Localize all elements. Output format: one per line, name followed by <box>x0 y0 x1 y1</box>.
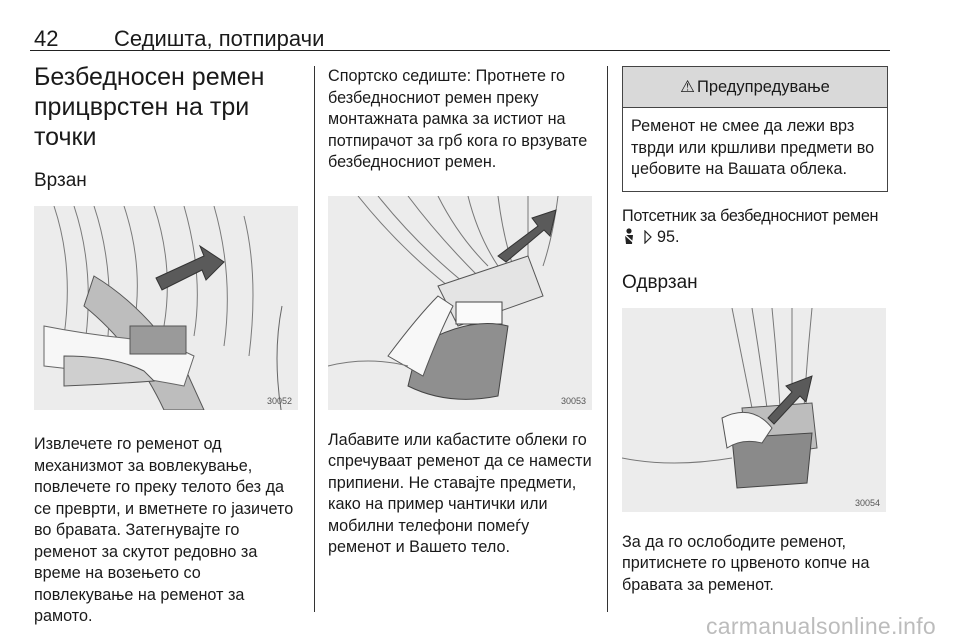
warning-line: тврди или кршливи предмети во <box>631 138 875 157</box>
reminder-reference <box>622 227 892 252</box>
section-title <box>34 62 306 152</box>
paragraph-line: притиснете го црвеното копче на <box>622 554 870 572</box>
page-reference-arrow-icon <box>643 229 653 251</box>
paragraph-line: мобилни телефони помеѓу <box>328 516 530 535</box>
seatbelt-person-icon <box>622 228 636 252</box>
buckle-illustration <box>328 196 592 410</box>
paragraph-line: како на пример чантички или <box>328 495 548 513</box>
warning-header <box>623 67 887 108</box>
release-instructions <box>622 532 892 597</box>
reminder-paragraph <box>622 206 892 252</box>
loose-clothing-paragraph <box>328 430 598 559</box>
paragraph-line: механизмот за вовлекување, <box>34 456 253 475</box>
paragraph-line: ременот за скутот редовно за <box>34 542 258 561</box>
figure-buckle-release <box>622 308 886 512</box>
column-3 <box>622 62 892 596</box>
paragraph-line: припиени. Не ставајте предмети, <box>328 473 577 492</box>
column-1 <box>34 62 306 628</box>
figure-number: 30054 <box>854 497 880 508</box>
column-divider-1 <box>314 66 315 612</box>
paragraph-line: спречуваат ременот да се намести <box>328 452 592 470</box>
paragraph-line: повлекување на ременот за <box>34 585 245 604</box>
figure-number: 30053 <box>560 395 586 406</box>
watermark: carmanualsonline.info <box>705 613 936 639</box>
warning-body <box>623 108 887 191</box>
running-title: Седишта, потпирачи <box>114 26 325 51</box>
subheading-unfastened: Одврзан <box>622 271 698 293</box>
figure-fastening-belt <box>34 206 298 410</box>
warning-line: џебовите на Вашата облека. <box>631 160 847 178</box>
subheading-fastened: Врзан <box>34 170 87 191</box>
paragraph-line: рамото. <box>34 607 93 625</box>
paragraph-line: Спортско седиште: Протнете го <box>328 67 566 85</box>
release-illustration <box>622 308 886 512</box>
paragraph-line: Лабавите или кабастите облеки го <box>328 430 587 449</box>
figure-buckle-insert <box>328 196 592 410</box>
paragraph-line: монтажната рамка за истиот на <box>328 110 566 128</box>
warning-line: Ременот не смее да лежи врз <box>631 117 855 135</box>
paragraph-line: ременот и Вашето тело. <box>328 538 510 556</box>
header-rule <box>30 50 890 51</box>
paragraph-line: безбедносниот ремен преку <box>328 88 539 107</box>
paragraph-line: безбедносниот ремен. <box>328 153 497 171</box>
figure-number: 30052 <box>266 396 292 406</box>
column-2 <box>328 62 598 559</box>
sport-seat-paragraph <box>328 66 598 174</box>
paragraph-line: потпирачот за грб кога го врзувате <box>328 131 588 150</box>
section-title-line-1: Безбедносен ремен <box>34 63 265 91</box>
paragraph-line: повлечете го преку телото без да <box>34 478 285 496</box>
warning-triangle-icon: ⚠ <box>680 78 695 96</box>
paragraph-line: За да го ослободите ременот, <box>622 532 846 551</box>
fastening-illustration <box>34 206 298 410</box>
reminder-line: Потсетник за безбедносниот ремен <box>622 206 879 225</box>
column-divider-2 <box>607 66 608 612</box>
page-header <box>30 22 890 52</box>
paragraph-line: Извлечете го ременот од <box>34 435 222 453</box>
paragraph-line: бравата за ременот. <box>622 575 774 594</box>
warning-title: Предупредување <box>696 77 830 96</box>
paragraph-line: време на возењето со <box>34 564 201 582</box>
reminder-page-ref: 95. <box>657 228 680 246</box>
section-title-line-2: прицврстен на три точки <box>34 93 250 151</box>
page-number: 42 <box>34 26 59 51</box>
fastening-instructions <box>34 434 306 628</box>
paragraph-line: се преврти, и вметнете го јазичето <box>34 499 294 518</box>
warning-box <box>622 66 888 192</box>
paragraph-line: во бравата. Затегнувајте го <box>34 521 240 539</box>
